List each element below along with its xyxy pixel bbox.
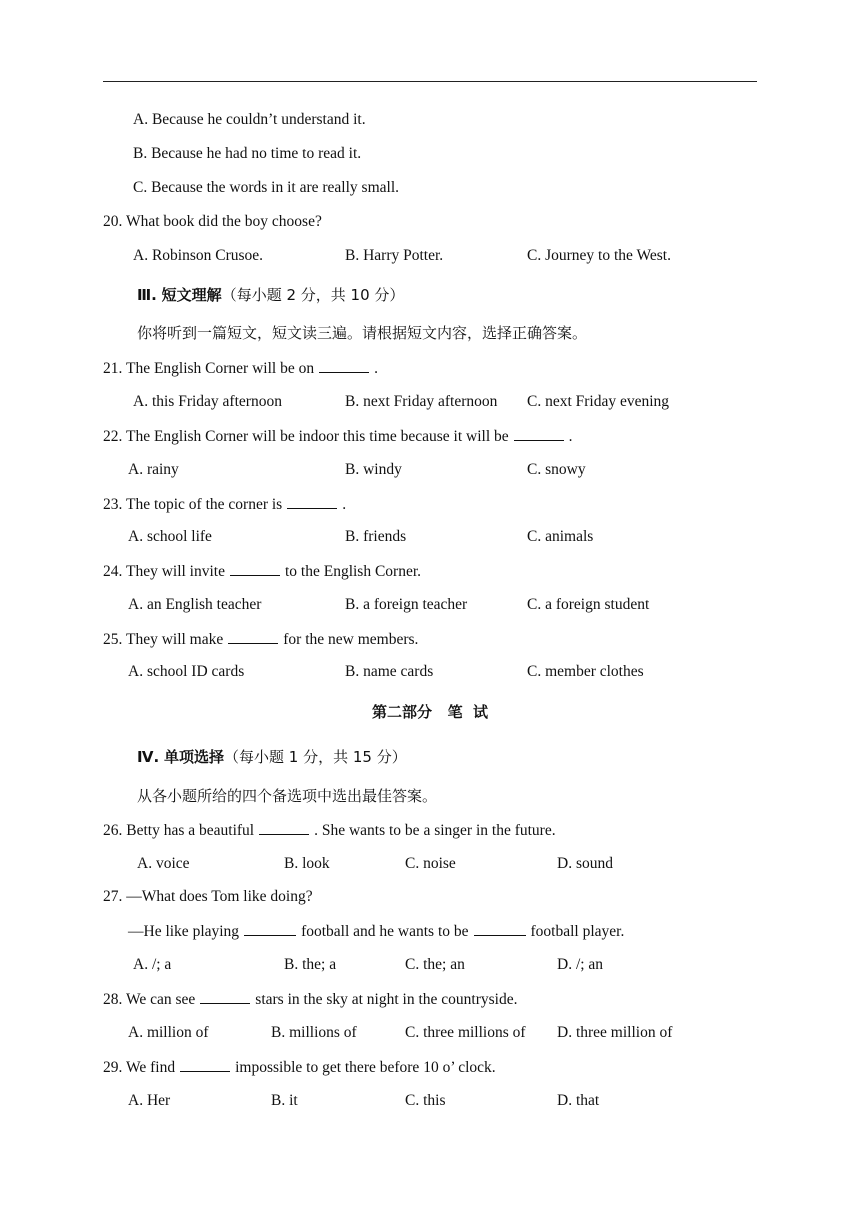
section4-roman: Ⅳ. [137, 748, 160, 766]
answer-blank [474, 921, 526, 936]
answer-blank [319, 358, 369, 373]
q24-option-b[interactable]: B. a foreign teacher [345, 596, 468, 613]
q25-stem-end: for the new members. [283, 631, 419, 648]
q21-stem [103, 358, 378, 379]
q26-option-b[interactable]: B. look [284, 855, 330, 872]
q29-option-a[interactable]: A. Her [128, 1092, 171, 1109]
q24-stem-text: 24. They will invite [103, 563, 225, 580]
q28-option-d[interactable]: D. three million of [557, 1024, 673, 1041]
answer-blank [200, 989, 250, 1004]
q22-option-a[interactable]: A. rainy [128, 461, 179, 478]
q23-stem [103, 494, 346, 515]
answer-blank [259, 820, 309, 835]
header-rule [103, 81, 757, 82]
q27-option-b[interactable]: B. the; a [284, 956, 337, 973]
q25-option-c[interactable]: C. member clothes [527, 663, 644, 680]
q20-option-b[interactable]: B. Harry Potter. [345, 247, 444, 264]
q19-option-c[interactable]: C. Because the words in it are really small. [133, 179, 400, 196]
part2-title: 第二部分 笔 试 [371, 703, 489, 721]
answer-blank [244, 921, 296, 936]
q23-option-a[interactable]: A. school life [128, 528, 212, 545]
q29-option-d[interactable]: D. that [557, 1092, 600, 1109]
section4-header [137, 747, 407, 767]
q26-stem-text: 26. Betty has a beautiful [103, 822, 255, 839]
q21-stem-end: . [374, 360, 378, 377]
answer-blank [287, 494, 337, 509]
q28-stem [103, 989, 517, 1010]
q27-option-d[interactable]: D. /; an [557, 956, 604, 973]
q27-stem: 27. —What does Tom like doing? [103, 888, 313, 905]
q23-stem-end: . [342, 496, 347, 513]
answer-blank [180, 1057, 230, 1072]
q20-option-a[interactable]: A. Robinson Crusoe. [133, 247, 264, 264]
q25-stem [103, 629, 418, 650]
q22-option-b[interactable]: B. windy [345, 461, 402, 478]
q28-option-b[interactable]: B. millions of [271, 1024, 357, 1041]
section3-header [137, 285, 404, 305]
section4-title: 单项选择 [163, 748, 224, 766]
q22-option-c[interactable]: C. snowy [527, 461, 586, 478]
section4-instruction: 从各小题所给的四个备选项中选出最佳答案。 [137, 787, 438, 805]
q24-stem-end: to the English Corner. [284, 563, 422, 580]
q20-option-c[interactable]: C. Journey to the West. [527, 247, 671, 264]
q24-option-a[interactable]: A. an English teacher [128, 596, 262, 613]
q27-line2-mid: football and he wants to be [301, 923, 469, 940]
q20-stem: 20. What book did the boy choose? [103, 213, 322, 230]
q28-option-a[interactable]: A. million of [128, 1024, 209, 1041]
section3-instruction: 你将听到一篇短文，短文读三遍。请根据短文内容，选择正确答案。 [137, 324, 588, 342]
q25-option-b[interactable]: B. name cards [345, 663, 434, 680]
q23-stem-text: 23. The topic of the corner is [103, 496, 283, 513]
q26-option-a[interactable]: A. voice [137, 855, 190, 872]
q22-stem [103, 426, 573, 447]
q26-option-d[interactable]: D. sound [557, 855, 613, 872]
q21-option-c[interactable]: C. next Friday evening [527, 393, 670, 410]
section3-note: （每小题 2 分，共 10 分） [221, 286, 405, 304]
q29-stem-end: impossible to get there before 10 o’ clock. [235, 1059, 496, 1076]
q28-stem-end: stars in the sky at night in the countryside. [255, 991, 518, 1008]
q28-option-c[interactable]: C. three millions of [405, 1024, 526, 1041]
q21-option-b[interactable]: B. next Friday afternoon [345, 393, 498, 410]
q22-stem-text: 22. The English Corner will be indoor this time because it will be [103, 428, 509, 445]
q25-option-a[interactable]: A. school ID cards [128, 663, 245, 680]
q26-stem [103, 820, 556, 841]
q29-stem-text: 29. We find [103, 1059, 176, 1076]
section3-title: 短文理解 [161, 286, 222, 304]
q24-option-c[interactable]: C. a foreign student [527, 596, 650, 613]
q19-option-b[interactable]: B. Because he had no time to read it. [133, 145, 362, 162]
q26-option-c[interactable]: C. noise [405, 855, 456, 872]
q27-line2-end: football player. [530, 923, 625, 940]
q27-stem-line2 [128, 921, 624, 942]
q29-option-b[interactable]: B. it [271, 1092, 298, 1109]
section3-roman: Ⅲ. [137, 286, 157, 304]
q21-stem-text: 21. The English Corner will be on [103, 360, 315, 377]
q29-option-c[interactable]: C. this [405, 1092, 446, 1109]
q27-line2-start: —He like playing [128, 923, 240, 940]
q23-option-c[interactable]: C. animals [527, 528, 594, 545]
q27-option-c[interactable]: C. the; an [405, 956, 465, 973]
q28-stem-text: 28. We can see [103, 991, 196, 1008]
q19-option-a[interactable]: A. Because he couldn’t understand it. [133, 111, 366, 128]
q25-stem-text: 25. They will make [103, 631, 224, 648]
section4-note: （每小题 1 分，共 15 分） [223, 748, 407, 766]
q24-stem [103, 561, 421, 582]
q26-stem-end: . She wants to be a singer in the future. [314, 822, 556, 839]
q21-option-a[interactable]: A. this Friday afternoon [133, 393, 282, 410]
answer-blank [230, 561, 280, 576]
answer-blank [228, 629, 278, 644]
q23-option-b[interactable]: B. friends [345, 528, 407, 545]
answer-blank [514, 426, 564, 441]
q27-option-a[interactable]: A. /; a [133, 956, 172, 973]
q22-stem-end: . [568, 428, 573, 445]
q29-stem [103, 1057, 496, 1078]
